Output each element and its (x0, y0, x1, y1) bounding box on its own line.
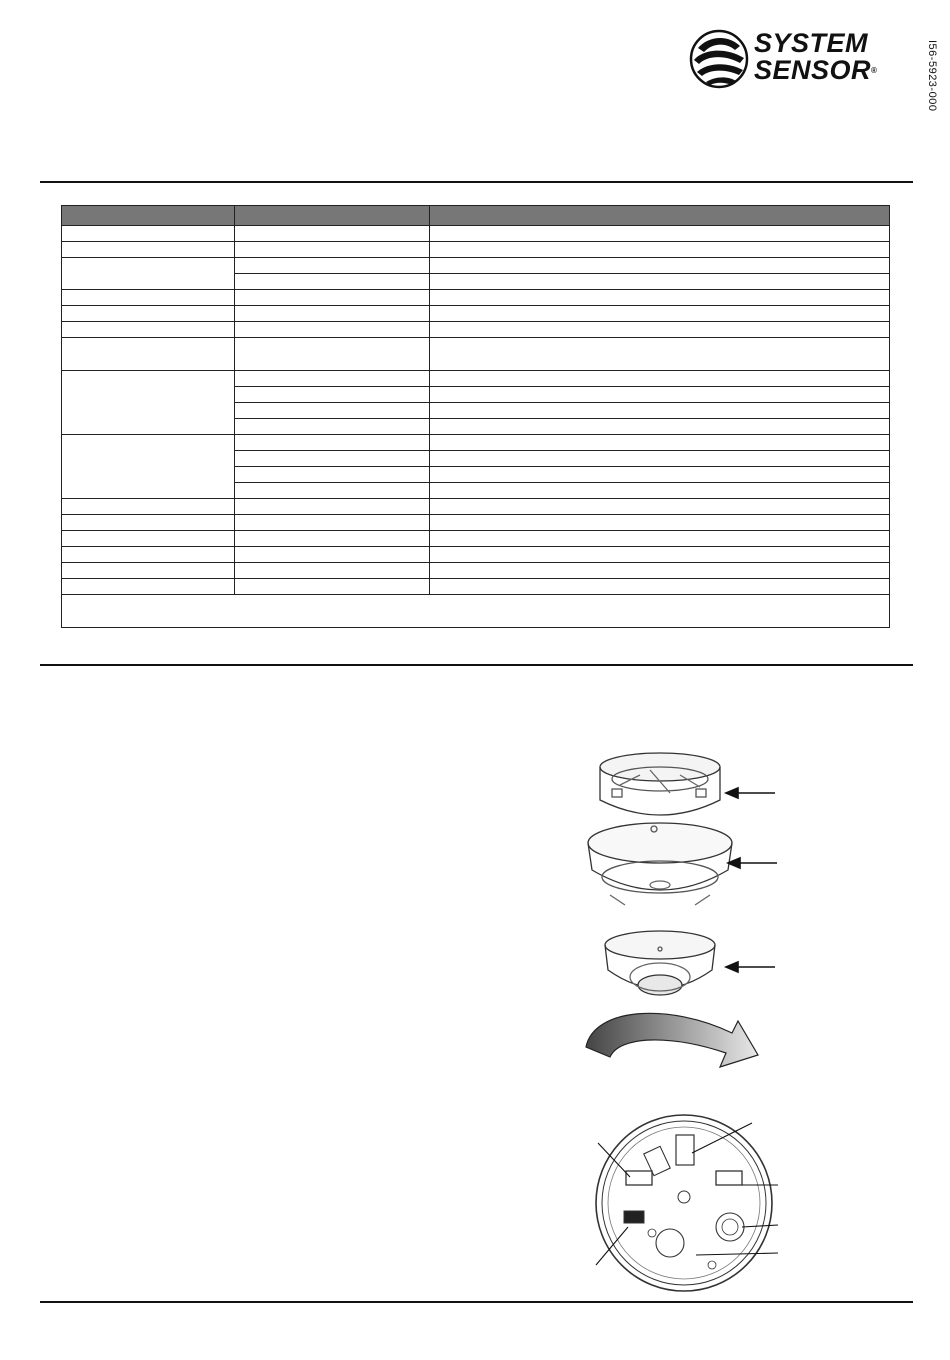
table-header-row (62, 206, 890, 226)
table-note (62, 595, 890, 628)
table-row (62, 306, 890, 322)
table-row (62, 242, 890, 258)
rotate-arrow-icon (586, 1013, 758, 1067)
detector-top-view-figure (592, 1105, 782, 1300)
dip-switch-icon (624, 1211, 644, 1223)
table-header-cell (235, 206, 430, 226)
registered-mark: ® (871, 66, 878, 75)
exploded-view-figure (580, 745, 790, 1075)
table-row (62, 226, 890, 242)
table-row (62, 322, 890, 338)
detector-top-view (596, 1115, 772, 1291)
table-bottom-divider (40, 664, 913, 666)
logo-wordmark (754, 30, 877, 84)
specifications-table (61, 205, 890, 628)
logo-word-system: SYSTEM (754, 28, 869, 58)
table-row (62, 547, 890, 563)
logo-word-sensor: SENSOR® (754, 55, 878, 85)
table-row (62, 435, 890, 451)
part-arrows (726, 788, 777, 972)
table-row (62, 515, 890, 531)
table-row (62, 258, 890, 274)
detector-head-part (605, 931, 715, 995)
table-row (62, 371, 890, 387)
table-row (62, 579, 890, 595)
top-divider (40, 181, 913, 183)
document-number: I56-5923-000 (926, 40, 938, 112)
table-header-cell (62, 206, 235, 226)
table-row (62, 531, 890, 547)
leader-lines (596, 1123, 778, 1265)
system-sensor-logo (688, 28, 928, 90)
logo-globe-icon (688, 28, 750, 90)
bottom-divider (40, 1301, 913, 1303)
table-row (62, 563, 890, 579)
table-header-cell (430, 206, 890, 226)
table-row (62, 499, 890, 515)
table-row (62, 338, 890, 371)
table-note-row (62, 595, 890, 628)
table-row (62, 290, 890, 306)
mounting-base-part (600, 753, 720, 815)
decorative-ring-part (588, 823, 732, 905)
